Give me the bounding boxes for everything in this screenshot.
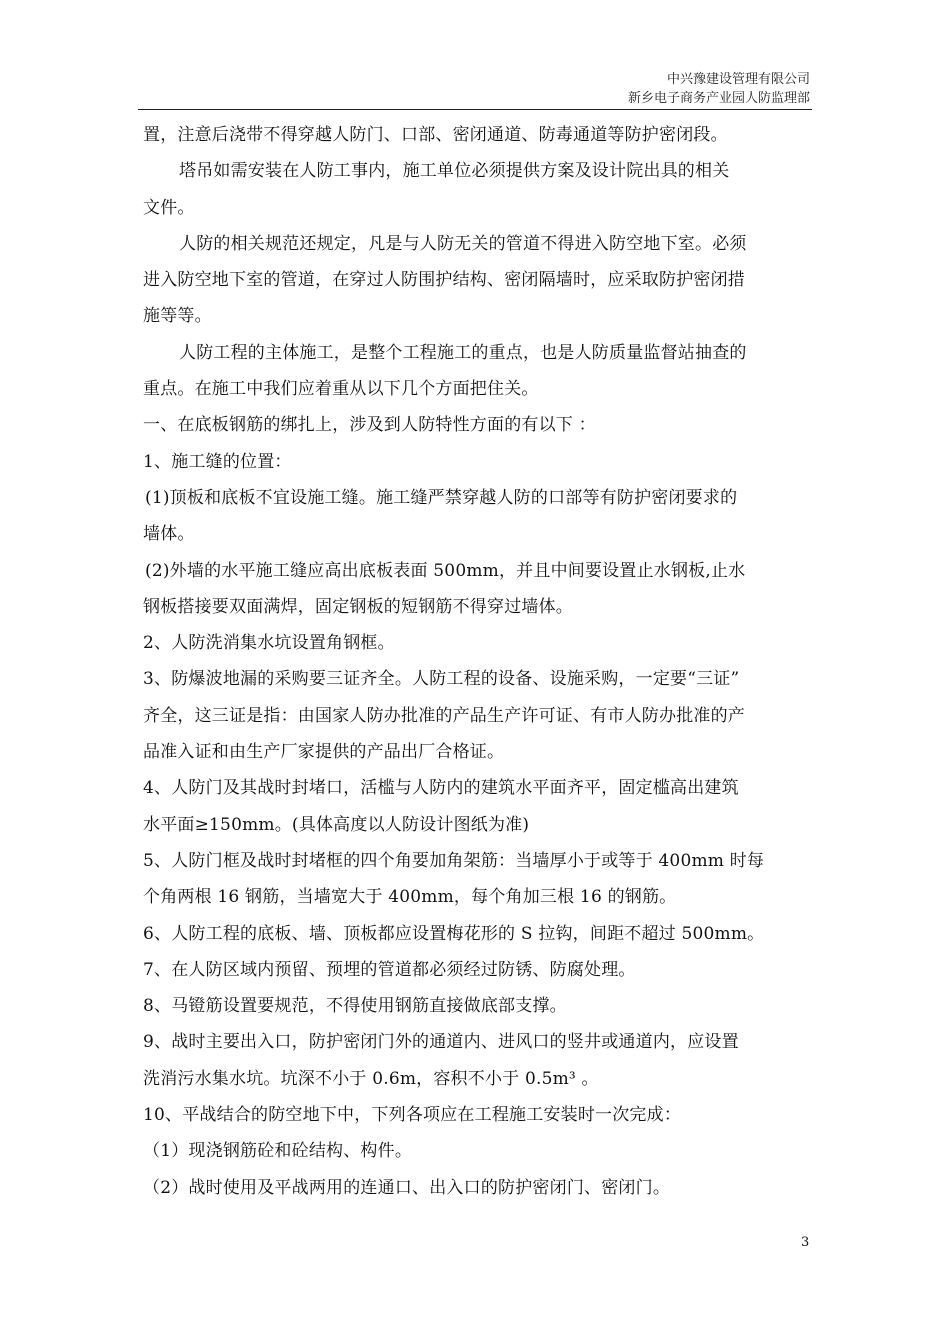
text-line: (1)顶板和底板不宜设施工缝。施工缝严禁穿越人防的口部等有防护密闭要求的: [145, 487, 738, 508]
text-line: 文件。: [143, 197, 195, 218]
text-line: 置，注意后浇带不得穿越人防门、口部、密闭通道、防毒通道等防护密闭段。: [143, 125, 728, 145]
document-body: [143, 117, 813, 1206]
header-department: 新乡电子商务产业园人防监理部: [627, 91, 810, 106]
text-line: 7、在人防区域内预留、预埋的管道都必须经过防锈、防腐处理。: [143, 959, 636, 980]
text-line: 齐全，这三证是指：由国家人防办批准的产品生产许可证、有市人防办批准的产: [143, 705, 745, 726]
header-company: 中兴豫建设管理有限公司: [666, 72, 810, 87]
page-number: 3: [801, 1235, 810, 1250]
page-header: [628, 70, 810, 108]
text-line: 墙体。: [143, 524, 195, 545]
text-line: 6、人防工程的底板、墙、顶板都应设置梅花形的 S 拉钩，间距不超过 500mm。: [143, 923, 765, 944]
text-line: 水平面≥150mm。(具体高度以人防设计图纸为准): [143, 814, 530, 835]
text-line: 洗消污水集水坑。坑深不小于 0.6m，容积不小于 0.5m³ 。: [143, 1068, 599, 1089]
text-line: 4、人防门及其战时封堵口，活槛与人防内的建筑水平面齐平，固定槛高出建筑: [143, 778, 739, 799]
header-rule: [138, 109, 812, 110]
text-line: （2）战时使用及平战两用的连通口、出入口的防护密闭门、密闭门。: [143, 1177, 671, 1198]
text-line: 重点。在施工中我们应着重从以下几个方面把住关。: [143, 379, 539, 400]
text-line: 个角两根 16 钢筋，当墙宽大于 400mm，每个角加三根 16 的钢筋。: [143, 887, 677, 908]
text-line: 钢板搭接要双面满焊，固定钢板的短钢筋不得穿过墙体。: [143, 596, 573, 617]
text-line: 一、在底板钢筋的绑扎上，涉及到人防特性方面的有以下 ：: [143, 415, 596, 436]
text-line: 人防工程的主体施工，是整个工程施工的重点，也是人防质量监督站抽查的: [179, 342, 747, 363]
text-line: 8、马镫筋设置要规范，不得使用钢筋直接做底部支撑。: [143, 996, 567, 1017]
text-line: 2、人防洗消集水坑设置角钢框。: [143, 633, 395, 654]
text-line: （1）现浇钢筋砼和砼结构、构件。: [143, 1141, 413, 1162]
text-line: 10、平战结合的防空地下中，下列各项应在工程施工安装时一次完成：: [143, 1105, 682, 1126]
text-line: (2)外墙的水平施工缝应高出底板表面 500mm，并且中间要设置止水钢板,止水: [145, 560, 746, 581]
text-line: 3、防爆波地漏的采购要三证齐全。人防工程的设备、设施采购，一定要“三证”: [143, 669, 740, 690]
text-line: 进入防空地下室的管道，在穿过人防围护结构、密闭隔墙时，应采取防护密闭措: [143, 270, 745, 291]
text-line: 5、人防门框及战时封堵框的四个角要加角架筋：当墙厚小于或等于 400mm 时每: [143, 850, 765, 871]
text-line: 施等等。: [143, 306, 212, 327]
text-line: 塔吊如需安装在人防工事内，施工单位必须提供方案及设计院出具的相关: [179, 161, 730, 182]
text-line: 品准入证和由生产厂家提供的产品出厂合格证。: [143, 742, 505, 763]
text-line: 人防的相关规范还规定，凡是与人防无关的管道不得进入防空地下室。必须: [179, 233, 747, 254]
text-line: 9、战时主要出入口，防护密闭门外的通道内、进风口的竖井或通道内，应设置: [143, 1032, 739, 1053]
text-line: 1、施工缝的位置：: [143, 451, 292, 472]
